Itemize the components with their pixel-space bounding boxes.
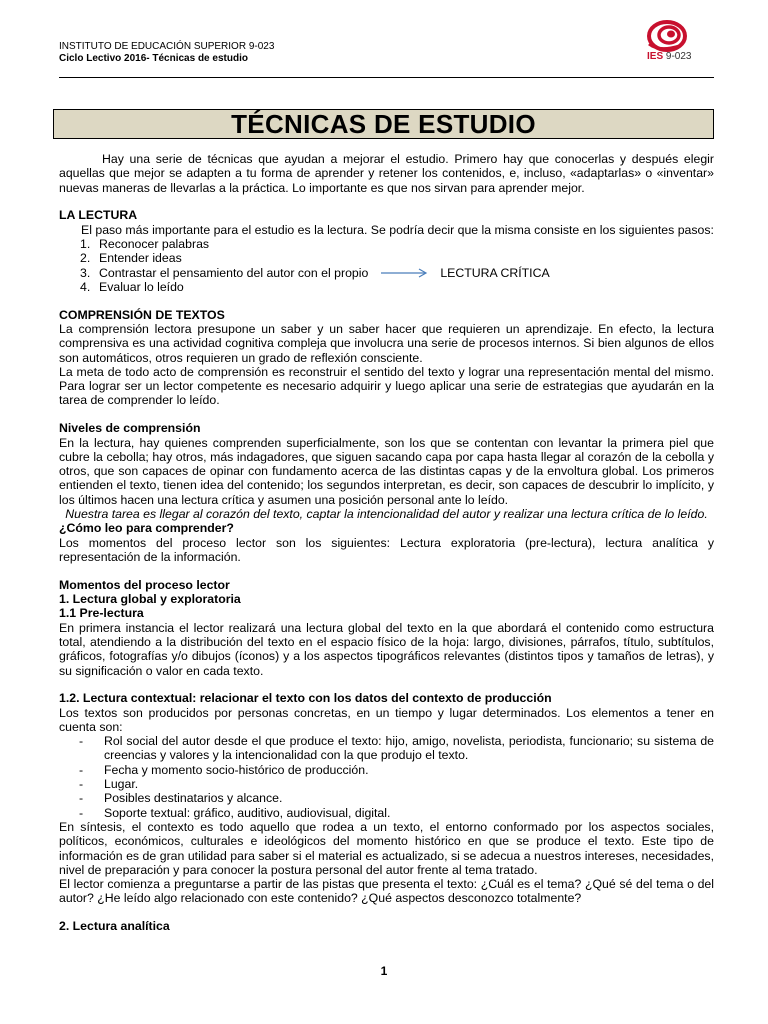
lectura-paragraph: El paso más importante para el estudio es la lectura. Se podría decir que la misma consiste en los siguientes pasos: — [81, 222, 714, 237]
como-paragraph: Los momentos del proceso lector son los siguientes: Lectura exploratoria (pre-lectura), lectura analítica y representación de la información. — [59, 535, 714, 564]
section-2-heading: 2. Lectura analítica — [59, 919, 170, 934]
list-item: 1. Reconocer palabras — [80, 236, 210, 251]
section-1-1-paragraph: En primera instancia el lector realizará una lectura global del texto en la que abordará el contenido como estructura total, atendiendo a la distribución del texto en el espacio físico de la hoja: largo, divisiones, párrafos, título, subtítulos, gráficos, fotografías y/o dibujos (íconos) y a los aspectos tipográficos relevantes (distintos tipos y tamaños de letras), y su significación o valor en cada texto. — [59, 620, 714, 678]
logo-label — [647, 51, 691, 63]
document-body — [59, 152, 714, 934]
list-item: - Fecha y momento socio-histórico de producción. — [79, 762, 369, 777]
institution-name: INSTITUTO DE EDUCACIÓN SUPERIOR 9-023 — [59, 41, 275, 52]
page-header — [59, 40, 714, 78]
section-1-2-paragraph: Los textos son producidos por personas concretas, en un tiempo y lugar determinados. Los elementos a tener en cuenta son: — [59, 705, 714, 734]
momentos-heading: Momentos del proceso lector — [59, 577, 230, 592]
list-item: - Lugar. — [79, 777, 139, 792]
logo-number-text: 9-023 — [663, 51, 692, 62]
logo-ies-text: IES — [647, 51, 664, 62]
page-number: 1 — [380, 964, 388, 978]
list-item: 2. Entender ideas — [80, 251, 182, 266]
list-item: - Posibles destinatarios y alcance. — [79, 791, 283, 806]
niveles-paragraph: En la lectura, hay quienes comprenden superficialmente, son los que se contentan con levantar la primera piel que cubre la cebolla; hay otros, más indagadores, que siguen sacando capa por capa hasta llegar al corazón de la cebolla y otros, que son capaces de opinar con fundamento acerca de las distintas capas y de la envoltura global. Los primeros entienden el texto, tienen idea del contenido; los segundos interpretan, es decir, son capaces de descubrir lo implícito, y los últimos hacen una lectura crítica y asumen una posición personal ante lo leído. — [59, 435, 714, 507]
niveles-quote: Nuestra tarea es llegar al corazón del texto, captar la intencionalidad del autor y realizar una lectura crítica de lo leído. — [65, 507, 708, 522]
reading-steps-list — [59, 237, 714, 294]
como-heading: ¿Cómo leo para comprender? — [59, 521, 234, 536]
comprension-paragraph-2: La meta de todo acto de comprensión es reconstruir el sentido del texto y lograr una representación mental del mismo. Para lograr ser un lector competente es necesario adquirir y luego aplicar una serie de estrategias que ayudarán en la tarea de comprender lo leído. — [59, 364, 714, 408]
cycle-title: Ciclo Lectivo 2016- Técnicas de estudio — [59, 53, 248, 64]
list-item: 3. Contrastar el pensamiento del autor con el propio LECTURA CRÍTICA — [80, 265, 550, 280]
list-item: - Rol social del autor desde el que produce el texto: hijo, amigo, novelista, periodista, funcionario; su sistema de creencias y valores y la intencionalidad con la que produjo el texto. — [79, 734, 714, 763]
lectura-heading: LA LECTURA — [59, 208, 138, 223]
header-divider — [59, 77, 714, 78]
intro-paragraph: Hay una serie de técnicas que ayudan a mejorar el estudio. Primero hay que conocerlas y después elegir aquellas que mejor se adapten a tu forma de aprender y retener los contenidos, e, incluso, «adaptarlas» o «inventar» nuevas maneras de llevarlas a la práctica. Lo importante es que nos sirvan para aprender mejor. — [59, 152, 714, 195]
list-item: - Soporte textual: gráfico, auditivo, audiovisual, digital. — [79, 805, 391, 820]
comprension-heading: COMPRENSIÓN DE TEXTOS — [59, 307, 225, 322]
list-item: 4. Evaluar lo leído — [80, 279, 184, 294]
context-elements-list — [59, 734, 714, 820]
comprension-paragraph-1: La comprensión lectora presupone un saber y un saber hacer que requieren un aprendizaje. En efecto, la lectura comprensiva es una actividad cognitiva compleja que involucra una serie de procesos internos. Si bien algunos de ellos son automáticos, otros requieren un grado de reflexión consciente. — [59, 321, 714, 365]
section-1-2-heading: 1.2. Lectura contextual: relacionar el texto con los datos del contexto de producción — [59, 691, 552, 706]
niveles-heading: Niveles de comprensión — [59, 421, 201, 436]
section-1-1-heading: 1.1 Pre-lectura — [59, 606, 144, 621]
section-1-heading: 1. Lectura global y exploratoria — [59, 592, 241, 607]
questions-paragraph: El lector comienza a preguntarse a partir de las pistas que presenta el texto: ¿Cuál es el tema? ¿Qué sé del tema o del autor? ¿He leído algo relacionado con este contenido? ¿Qué aspectos desconozco totalmente? — [59, 877, 714, 906]
critical-reading-label: LECTURA CRÍTICA — [440, 265, 550, 280]
synthesis-paragraph: En síntesis, el contexto es todo aquello que rodea a un texto, el entorno conformado por los aspectos sociales, políticos, económicos, culturales e ideológicos del momento histórico en que se produce el texto. Este tipo de información es de gran utilidad para saber si el material es actualizado, si se adecua a nuestros intereses, necesidades, nivel de preparación y para conocer la postura personal del autor frente al tema tratado. — [59, 819, 714, 877]
page-title: TÉCNICAS DE ESTUDIO — [53, 109, 714, 139]
arrow-right-icon — [380, 268, 428, 278]
